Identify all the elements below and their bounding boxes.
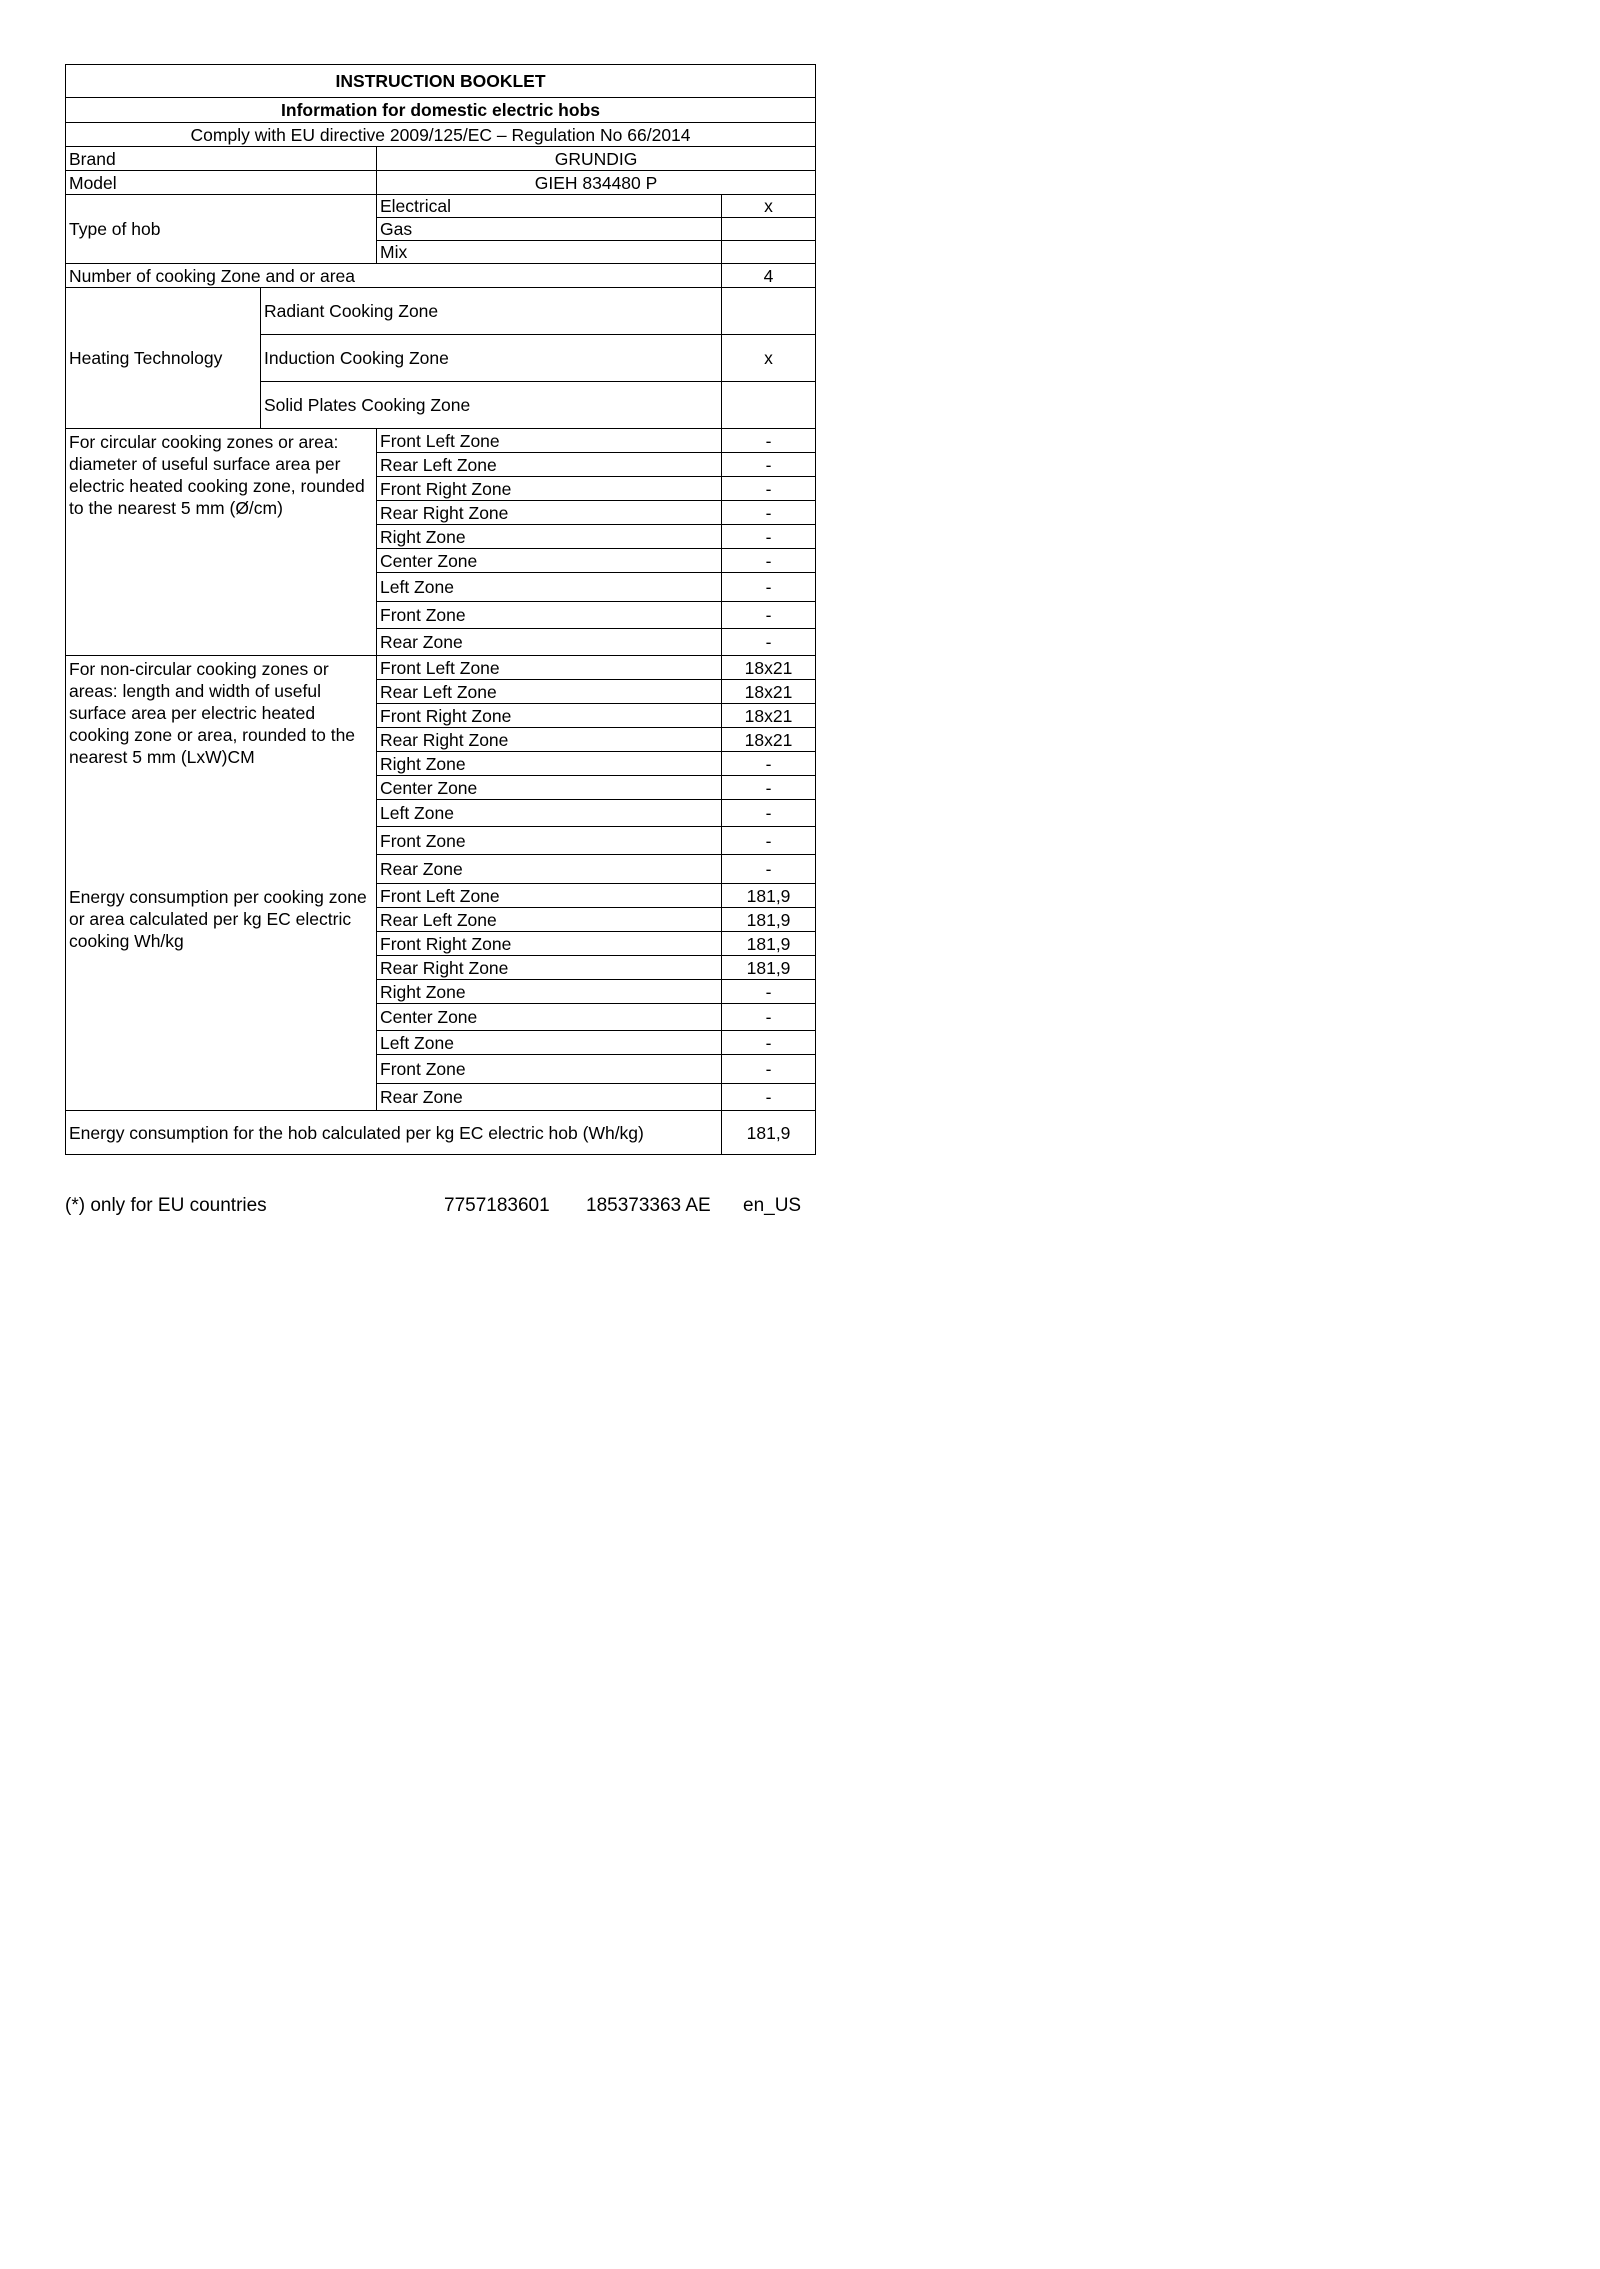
energy-hob-label: Energy consumption for the hob calculated per kg EC electric hob (Wh/kg) [66, 1111, 722, 1155]
hob-type-value: x [722, 195, 816, 218]
zone-name: Left Zone [377, 573, 722, 602]
zone-name: Center Zone [377, 776, 722, 800]
zone-name: Right Zone [377, 752, 722, 776]
zone-value: - [722, 980, 816, 1004]
zone-value: - [722, 573, 816, 602]
zone-name: Left Zone [377, 1031, 722, 1055]
zone-value: - [722, 1004, 816, 1031]
zone-value: 18x21 [722, 704, 816, 728]
zone-value: 181,9 [722, 932, 816, 956]
zone-name: Front Zone [377, 602, 722, 629]
zone-value: - [722, 800, 816, 827]
hob-type-value [722, 241, 816, 264]
hob-type-name: Mix [377, 241, 722, 264]
energy-zone-label: Energy consumption per cooking zone or area calculated per kg EC electric cooking Wh/kg [66, 884, 377, 1111]
heating-tech-name: Solid Plates Cooking Zone [261, 382, 722, 429]
zone-value: - [722, 776, 816, 800]
footer-code-2: 185373363 AE [586, 1195, 711, 1216]
zone-name: Rear Right Zone [377, 501, 722, 525]
energy-hob-value: 181,9 [722, 1111, 816, 1155]
heating-tech-label: Heating Technology [66, 288, 261, 429]
zone-name: Front Left Zone [377, 429, 722, 453]
zone-name: Front Left Zone [377, 656, 722, 680]
brand-row [66, 147, 816, 171]
footer-note: (*) only for EU countries [65, 1195, 267, 1216]
model-row [66, 171, 816, 195]
zone-value: - [722, 429, 816, 453]
zone-value: 18x21 [722, 680, 816, 704]
directive-text: Comply with EU directive 2009/125/EC – Regulation No 66/2014 [66, 123, 816, 147]
heating-tech-value [722, 288, 816, 335]
hob-type-name: Gas [377, 218, 722, 241]
heating-tech-row [66, 288, 816, 335]
model-label: Model [66, 171, 377, 195]
zone-name: Center Zone [377, 1004, 722, 1031]
zone-value: - [722, 855, 816, 884]
zone-name: Center Zone [377, 549, 722, 573]
zone-value: - [722, 501, 816, 525]
title-row [66, 65, 816, 98]
zone-value: - [722, 1031, 816, 1055]
zone-value: - [722, 752, 816, 776]
zone-value: 181,9 [722, 908, 816, 932]
energy-info-sheet [65, 64, 815, 1155]
zone-name: Rear Zone [377, 629, 722, 656]
energy-zone-row [66, 884, 816, 908]
zone-value: - [722, 602, 816, 629]
zone-value: - [722, 477, 816, 501]
zone-name: Rear Left Zone [377, 680, 722, 704]
zone-value: - [722, 453, 816, 477]
zone-name: Front Zone [377, 1055, 722, 1084]
heating-tech-name: Radiant Cooking Zone [261, 288, 722, 335]
zone-name: Front Zone [377, 827, 722, 855]
energy-hob-row [66, 1111, 816, 1155]
zone-value: - [722, 549, 816, 573]
zone-name: Left Zone [377, 800, 722, 827]
zone-value: 181,9 [722, 956, 816, 980]
zone-name: Right Zone [377, 980, 722, 1004]
brand-value: GRUNDIG [377, 147, 816, 171]
zone-value: - [722, 1084, 816, 1111]
zone-name: Rear Left Zone [377, 908, 722, 932]
zone-name: Rear Right Zone [377, 956, 722, 980]
zones-count-label: Number of cooking Zone and or area [66, 264, 722, 288]
zone-name: Front Left Zone [377, 884, 722, 908]
hob-type-label: Type of hob [66, 195, 377, 264]
zone-name: Front Right Zone [377, 932, 722, 956]
booklet-title: INSTRUCTION BOOKLET [66, 65, 816, 98]
directive-row [66, 123, 816, 147]
booklet-subtitle: Information for domestic electric hobs [66, 98, 816, 123]
brand-label: Brand [66, 147, 377, 171]
heating-tech-value: x [722, 335, 816, 382]
hob-type-name: Electrical [377, 195, 722, 218]
heating-tech-name: Induction Cooking Zone [261, 335, 722, 382]
noncircular-zone-row [66, 656, 816, 680]
zone-name: Rear Left Zone [377, 453, 722, 477]
zone-name: Rear Zone [377, 855, 722, 884]
zone-name: Rear Right Zone [377, 728, 722, 752]
zone-name: Rear Zone [377, 1084, 722, 1111]
hob-type-row [66, 195, 816, 218]
circular-zone-row [66, 429, 816, 453]
circular-label: For circular cooking zones or area: diameter of useful surface area per electric heated cooking zone, rounded to the nearest 5 mm (Ø/cm) [66, 429, 377, 656]
hob-info-table [65, 64, 816, 1155]
zones-count-row [66, 264, 816, 288]
noncircular-label: For non-circular cooking zones or areas: length and width of useful surface area per electric heated cooking zone or area, rounded to the nearest 5 mm (LxW)CM [66, 656, 377, 884]
zone-value: 18x21 [722, 656, 816, 680]
zone-name: Right Zone [377, 525, 722, 549]
zone-value: - [722, 827, 816, 855]
zone-value: - [722, 1055, 816, 1084]
footer-locale: en_US [743, 1195, 802, 1216]
model-value: GIEH 834480 P [377, 171, 816, 195]
hob-type-value [722, 218, 816, 241]
subtitle-row [66, 98, 816, 123]
heating-tech-value [722, 382, 816, 429]
zone-name: Front Right Zone [377, 477, 722, 501]
zone-value: 18x21 [722, 728, 816, 752]
zones-count-value: 4 [722, 264, 816, 288]
zone-value: - [722, 629, 816, 656]
footer [65, 1192, 815, 1220]
zone-value: - [722, 525, 816, 549]
footer-code-1: 7757183601 [444, 1195, 550, 1216]
zone-value: 181,9 [722, 884, 816, 908]
zone-name: Front Right Zone [377, 704, 722, 728]
